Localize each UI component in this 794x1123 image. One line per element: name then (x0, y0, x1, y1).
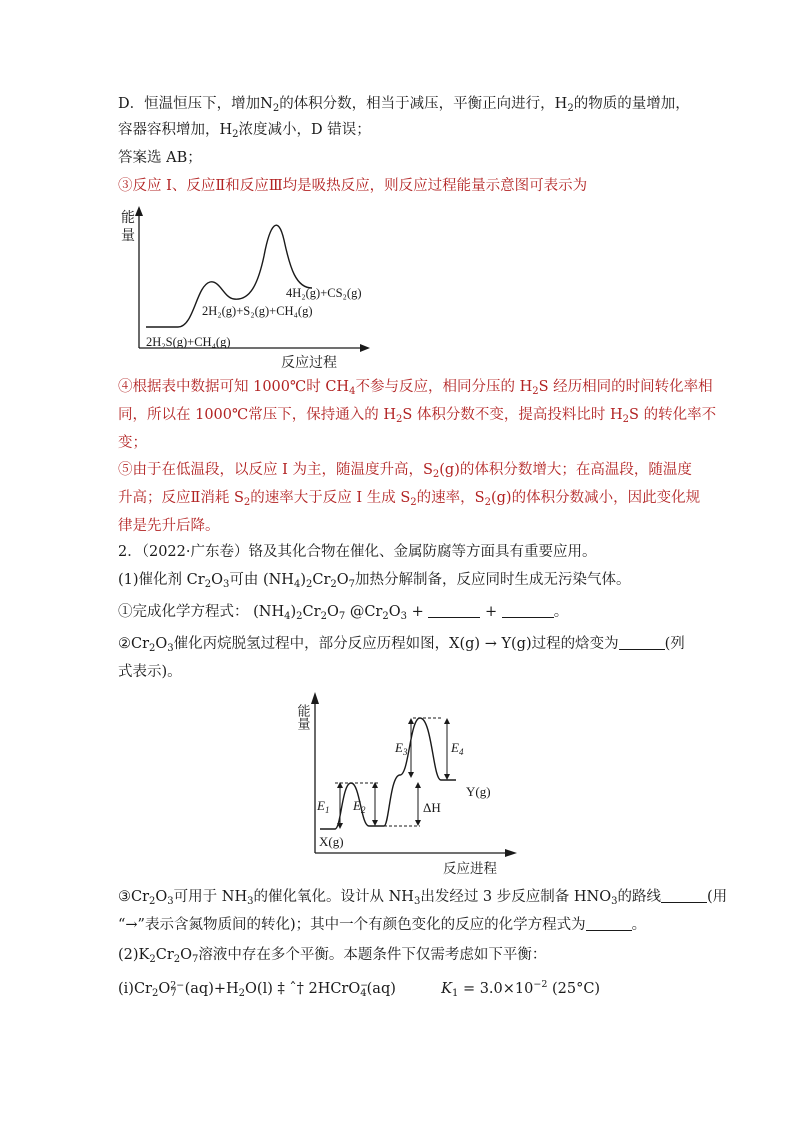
energy-diagram-1 (110, 200, 410, 370)
subscript: 3 (413, 896, 421, 907)
subscript: 4 (293, 579, 301, 590)
diagram1-x-arrow (360, 344, 370, 352)
text: 加热分解制备，反应同时生成无污染气体。 (355, 572, 631, 588)
question-2-sub-3-line-2 (118, 915, 646, 935)
text: 的速率，S (416, 490, 485, 506)
question-2-sub-2-line-1 (118, 634, 685, 659)
text: 的催化氧化。设计从 NH (253, 889, 414, 905)
text: O (155, 889, 168, 905)
subscript: 4 − (360, 980, 369, 999)
subscript: 2 (173, 954, 181, 965)
energy-diagram-2 (283, 690, 523, 880)
item-5-line-3: 律是先升后降。 (118, 518, 220, 534)
subscript: 4 (284, 611, 291, 622)
text: S 体积分数不变，提高投料比时 H (402, 407, 623, 423)
text: O(l) (245, 981, 273, 997)
text: ④根据表中数据可知 1000℃时 CH (118, 379, 350, 395)
text: (g)的体积分数减小，因此变化规 (490, 490, 701, 506)
text: = 3.0×10 (462, 981, 534, 997)
text: 的物质的量增加， (573, 96, 690, 112)
subscript: 3 (222, 579, 230, 590)
subscript: 2 (151, 988, 159, 999)
subscript: 2 (330, 579, 337, 590)
equilibrium-i (118, 975, 600, 1004)
label-e4: $E_4$ (451, 740, 464, 757)
answer-line: 答案选 AB； (118, 150, 202, 166)
subscript: 2 (243, 497, 251, 508)
text: ②Cr (118, 636, 150, 652)
text: ⑤由于在低温段，以反应 I 为主，随温度升高，S (118, 462, 433, 478)
arrowhead (415, 782, 421, 788)
option-d-line-1 (118, 94, 690, 119)
subscript: 2 (320, 611, 327, 622)
arrowhead (408, 772, 414, 778)
subscript: 7 2− (170, 980, 185, 999)
label-delta-h: ΔH (423, 800, 441, 815)
arrowhead (415, 820, 421, 826)
answer-blank[interactable] (619, 637, 665, 650)
text: (列 (664, 636, 685, 652)
text: “→”表示含氮物质间的转化)；其中一个有颜色变化的反应的化学方程式为 (118, 917, 586, 933)
subscript: 3 (611, 896, 618, 907)
text: ③Cr (118, 889, 150, 905)
label-e2: $E_2$ (353, 798, 366, 815)
text: O (336, 572, 349, 588)
diagram2-x-arrow (505, 849, 517, 857)
arrowhead (372, 820, 378, 826)
text: Cr (155, 947, 174, 963)
text: O (388, 604, 401, 620)
text: 的速率大于反应 I 生成 S (250, 490, 411, 506)
label-e3: $E_3$ (395, 740, 408, 757)
diagram2-xlabel: 反应进程 (443, 861, 497, 876)
diagram1-state-3: 4H₂(g)+CS₂(g) (286, 286, 362, 300)
subscript: 2 (567, 103, 574, 114)
text: Cr (312, 572, 331, 588)
subscript: 2 (149, 954, 156, 965)
diagram2-y-arrow (311, 692, 319, 704)
question-2-sub-3-line-1 (118, 887, 727, 912)
text: S 经历相同的时间转化率相 (538, 379, 713, 395)
arrowhead (444, 774, 450, 780)
text: + (411, 604, 424, 620)
text: 。 (553, 604, 569, 620)
answer-blank[interactable] (586, 918, 632, 931)
text: (用 (706, 889, 728, 905)
text: O (211, 572, 223, 588)
subscript: 3 (167, 896, 174, 907)
subscript: 2 (204, 579, 212, 590)
text: + (484, 604, 498, 620)
answer-blank[interactable] (502, 605, 554, 618)
text: @Cr (349, 604, 383, 620)
question-2-part-2 (118, 945, 546, 970)
subscript: 4 (349, 386, 356, 397)
answer-blank[interactable] (661, 890, 707, 903)
item-4-line-1 (118, 377, 713, 402)
subscript: 2 (149, 896, 156, 907)
subscript: 2 (296, 611, 303, 622)
diagram1-state-2: 2H₂(g)+S₂(g)+CH₄(g) (202, 304, 313, 318)
subscript: 2 (149, 643, 156, 654)
text: 催化丙烷脱氢过程中，部分反应历程如图，X(g) → Y(g)过程的焓变为 (173, 636, 619, 652)
subscript: 2 (484, 497, 491, 508)
diagram1-state-1: 2H₂S(g)+CH₄(g) (146, 335, 231, 349)
text: (1)催化剂 Cr (118, 572, 205, 588)
text: ①完成化学方程式： (118, 604, 249, 620)
text: 2HCrO (308, 981, 361, 997)
subscript: 2 (532, 386, 539, 397)
text: Cr (302, 604, 321, 620)
text: S 的转化率不 (629, 407, 717, 423)
option-d-line-2 (118, 120, 371, 145)
text: O (326, 604, 339, 620)
text: 可由 (229, 572, 259, 588)
item-3-line: ③反应 I、反应Ⅱ和反应Ⅲ均是吸热反应，则反应过程能量示意图可表示为 (118, 178, 588, 194)
item-4-line-2 (118, 405, 716, 430)
text: ) (290, 604, 297, 620)
subscript: 7 (192, 954, 199, 965)
text: 可用于 NH (173, 889, 248, 905)
question-2-sub-2-line-2: 式表示)。 (118, 664, 182, 680)
item-4-line-3: 变； (118, 435, 147, 451)
text: 升高；反应Ⅱ消耗 S (118, 490, 244, 506)
diagram1-y-arrow (135, 206, 143, 216)
answer-blank[interactable] (428, 605, 480, 618)
text: (aq)+H (184, 981, 239, 997)
arrowhead (408, 718, 414, 724)
text: (aq) (366, 981, 396, 997)
item-5-line-2 (118, 488, 700, 513)
diagram2-ylabel: 能量 (295, 704, 311, 730)
subscript: 2 (382, 611, 389, 622)
text: 出发经过 3 步反应制备 HNO (420, 889, 612, 905)
text: 容器容积增加，H (118, 122, 233, 138)
arrowhead (444, 718, 450, 724)
subscript: 7 (348, 579, 356, 590)
text: (25°C) (551, 981, 601, 997)
diagram1-ylabel-1: 能 (121, 211, 135, 226)
x-state-label: X(g) (319, 834, 344, 849)
text: 。 (631, 917, 647, 933)
y-state-label: Y(g) (466, 784, 491, 799)
text: (2)K (118, 947, 150, 963)
subscript: 2 (232, 129, 239, 140)
text: 浓度减小，D 错误； (238, 122, 371, 138)
subscript: 2 (238, 988, 246, 999)
subscript: 7 (338, 611, 346, 622)
text: 同，所以在 1000℃常压下，保持通入的 H (118, 407, 396, 423)
text: (NH (262, 572, 294, 588)
text: (g)的体积分数增大；在高温段，随温度 (439, 462, 692, 478)
text: 溶液中存在多个平衡。本题条件下仅需考虑如下平衡： (198, 947, 547, 963)
subscript: 3 (247, 896, 254, 907)
item-5-line-1 (118, 460, 692, 485)
question-2-part-1 (118, 570, 631, 595)
text: (NH (253, 604, 285, 620)
equation-line (118, 602, 568, 627)
subscript: 3 (167, 643, 174, 654)
superscript: −2 (533, 979, 548, 990)
text: ) (300, 572, 306, 588)
subscript: 2 (410, 497, 417, 508)
label-e1: $E_1$ (317, 798, 330, 815)
text: O (158, 981, 171, 997)
text: 的体积分数，相当于减压，平衡正向进行，H (279, 96, 568, 112)
subscript: 3 (400, 611, 407, 622)
text: (ⅰ)Cr (118, 981, 152, 997)
text: O (180, 947, 193, 963)
text: K (441, 981, 452, 997)
subscript: 2 (622, 414, 630, 425)
diagram1-xlabel: 反应过程 (281, 356, 337, 370)
subscript: 2 (305, 579, 313, 590)
equilibrium-arrow: ‡ ˆ† (277, 981, 304, 997)
subscript: 1 (451, 988, 459, 999)
subscript: 2 (432, 469, 440, 480)
diagram1-ylabel-2: 量 (121, 229, 135, 244)
text: D．恒温恒压下，增加N (118, 96, 273, 112)
subscript: 2 (395, 414, 403, 425)
text: 不参与反应，相同分压的 H (355, 379, 533, 395)
text: 的路线 (617, 889, 661, 905)
subscript: 2 (272, 103, 280, 114)
text: O (155, 636, 168, 652)
question-2-header: 2．（2022·广东卷）铬及其化合物在催化、金属防腐等方面具有重要应用。 (118, 544, 597, 560)
